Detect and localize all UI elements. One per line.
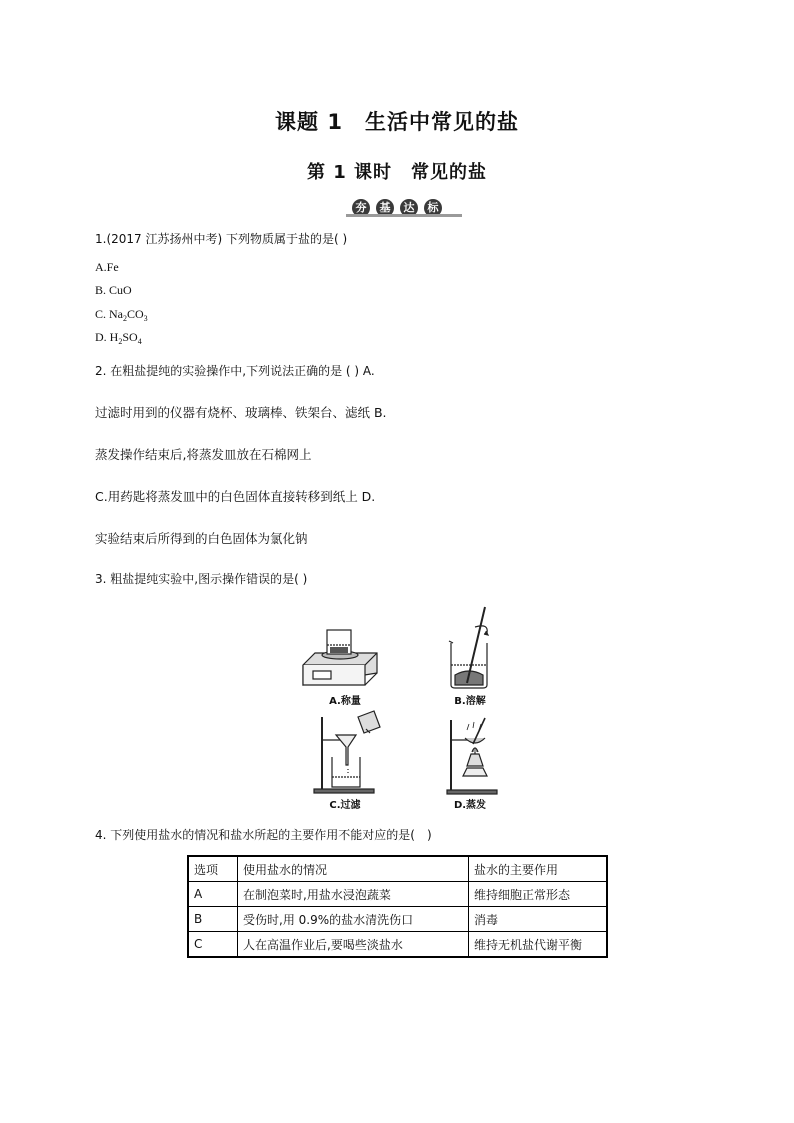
caption-b: B.溶解 xyxy=(454,696,486,707)
q2-line-1: 过滤时用到的仪器有烧杯、玻璃棒、铁架台、滤纸 B. xyxy=(95,405,387,420)
table-row xyxy=(188,907,607,932)
badge-underline xyxy=(346,214,462,217)
subscript: 2 xyxy=(123,314,127,323)
filtration-figure xyxy=(310,705,385,795)
balance-figure xyxy=(295,625,385,690)
caption-c: C.过滤 xyxy=(329,800,361,811)
period-title: 第 1 课时 常见的盐 xyxy=(306,162,488,183)
table-header-row xyxy=(188,856,607,882)
q4-stem: 4. 下列使用盐水的情况和盐水所起的主要作用不能对应的是( ) xyxy=(95,828,432,842)
q2-stem: 2. 在粗盐提纯的实验操作中,下列说法正确的是 ( ) A. xyxy=(95,364,375,378)
lesson-title: 课题 1 生活中常见的盐 xyxy=(275,110,519,134)
q3-stem: 3. 粗盐提纯实验中,图示操作错误的是( ) xyxy=(95,572,308,586)
beaker-stirring-figure xyxy=(445,605,495,690)
table-cell: 维持无机盐代谢平衡 xyxy=(469,932,608,958)
caption-a: A.称量 xyxy=(329,696,361,707)
badge-char: 达 xyxy=(400,199,418,217)
table-header-cell: 选项 xyxy=(188,856,238,882)
table-cell: A xyxy=(188,882,238,907)
table-cell: 消毒 xyxy=(469,907,608,932)
badge-char: 标 xyxy=(424,199,442,217)
table-header-cell: 使用盐水的情况 xyxy=(238,856,469,882)
section-badge xyxy=(352,196,456,214)
subscript: 2 xyxy=(118,337,123,346)
table-cell: 受伤时,用 0.9%的盐水清洗伤口 xyxy=(238,907,469,932)
table-cell: B xyxy=(188,907,238,932)
subscript: 4 xyxy=(137,337,142,346)
q1-option-d xyxy=(95,330,142,346)
q2-line-4: 实验结束后所得到的白色固体为氯化钠 xyxy=(95,531,308,546)
subscript: 3 xyxy=(143,314,148,323)
q1-option-d-mid: SO xyxy=(122,330,138,344)
caption-d: D.蒸发 xyxy=(453,800,487,811)
q1-option-b: B. CuO xyxy=(95,283,132,297)
badge-char: 夯 xyxy=(352,199,370,217)
q1-option-d-prefix: D. H xyxy=(95,330,119,344)
table-row xyxy=(188,882,607,907)
q1-option-c-mid: CO xyxy=(127,307,144,321)
table-cell: C xyxy=(188,932,238,958)
q2-line-2: 蒸发操作结束后,将蒸发皿放在石棉网上 xyxy=(95,447,312,462)
table-cell: 维持细胞正常形态 xyxy=(469,882,608,907)
evaporation-figure xyxy=(445,710,500,795)
q2-line-3: C.用药匙将蒸发皿中的白色固体直接转移到纸上 D. xyxy=(95,489,376,504)
table-cell: 人在高温作业后,要喝些淡盐水 xyxy=(238,932,469,958)
table-header-cell: 盐水的主要作用 xyxy=(469,856,608,882)
q1-option-c-prefix: C. Na xyxy=(95,307,123,321)
q1-option-c xyxy=(95,307,148,323)
badge-char: 基 xyxy=(376,199,394,217)
answer-table xyxy=(187,855,608,958)
q1-option-a: A.Fe xyxy=(95,260,119,274)
table-cell: 在制泡菜时,用盐水浸泡蔬菜 xyxy=(238,882,469,907)
table-row xyxy=(188,932,607,958)
q1-stem: 1.(2017 江苏扬州中考) 下列物质属于盐的是( ) xyxy=(95,232,348,246)
